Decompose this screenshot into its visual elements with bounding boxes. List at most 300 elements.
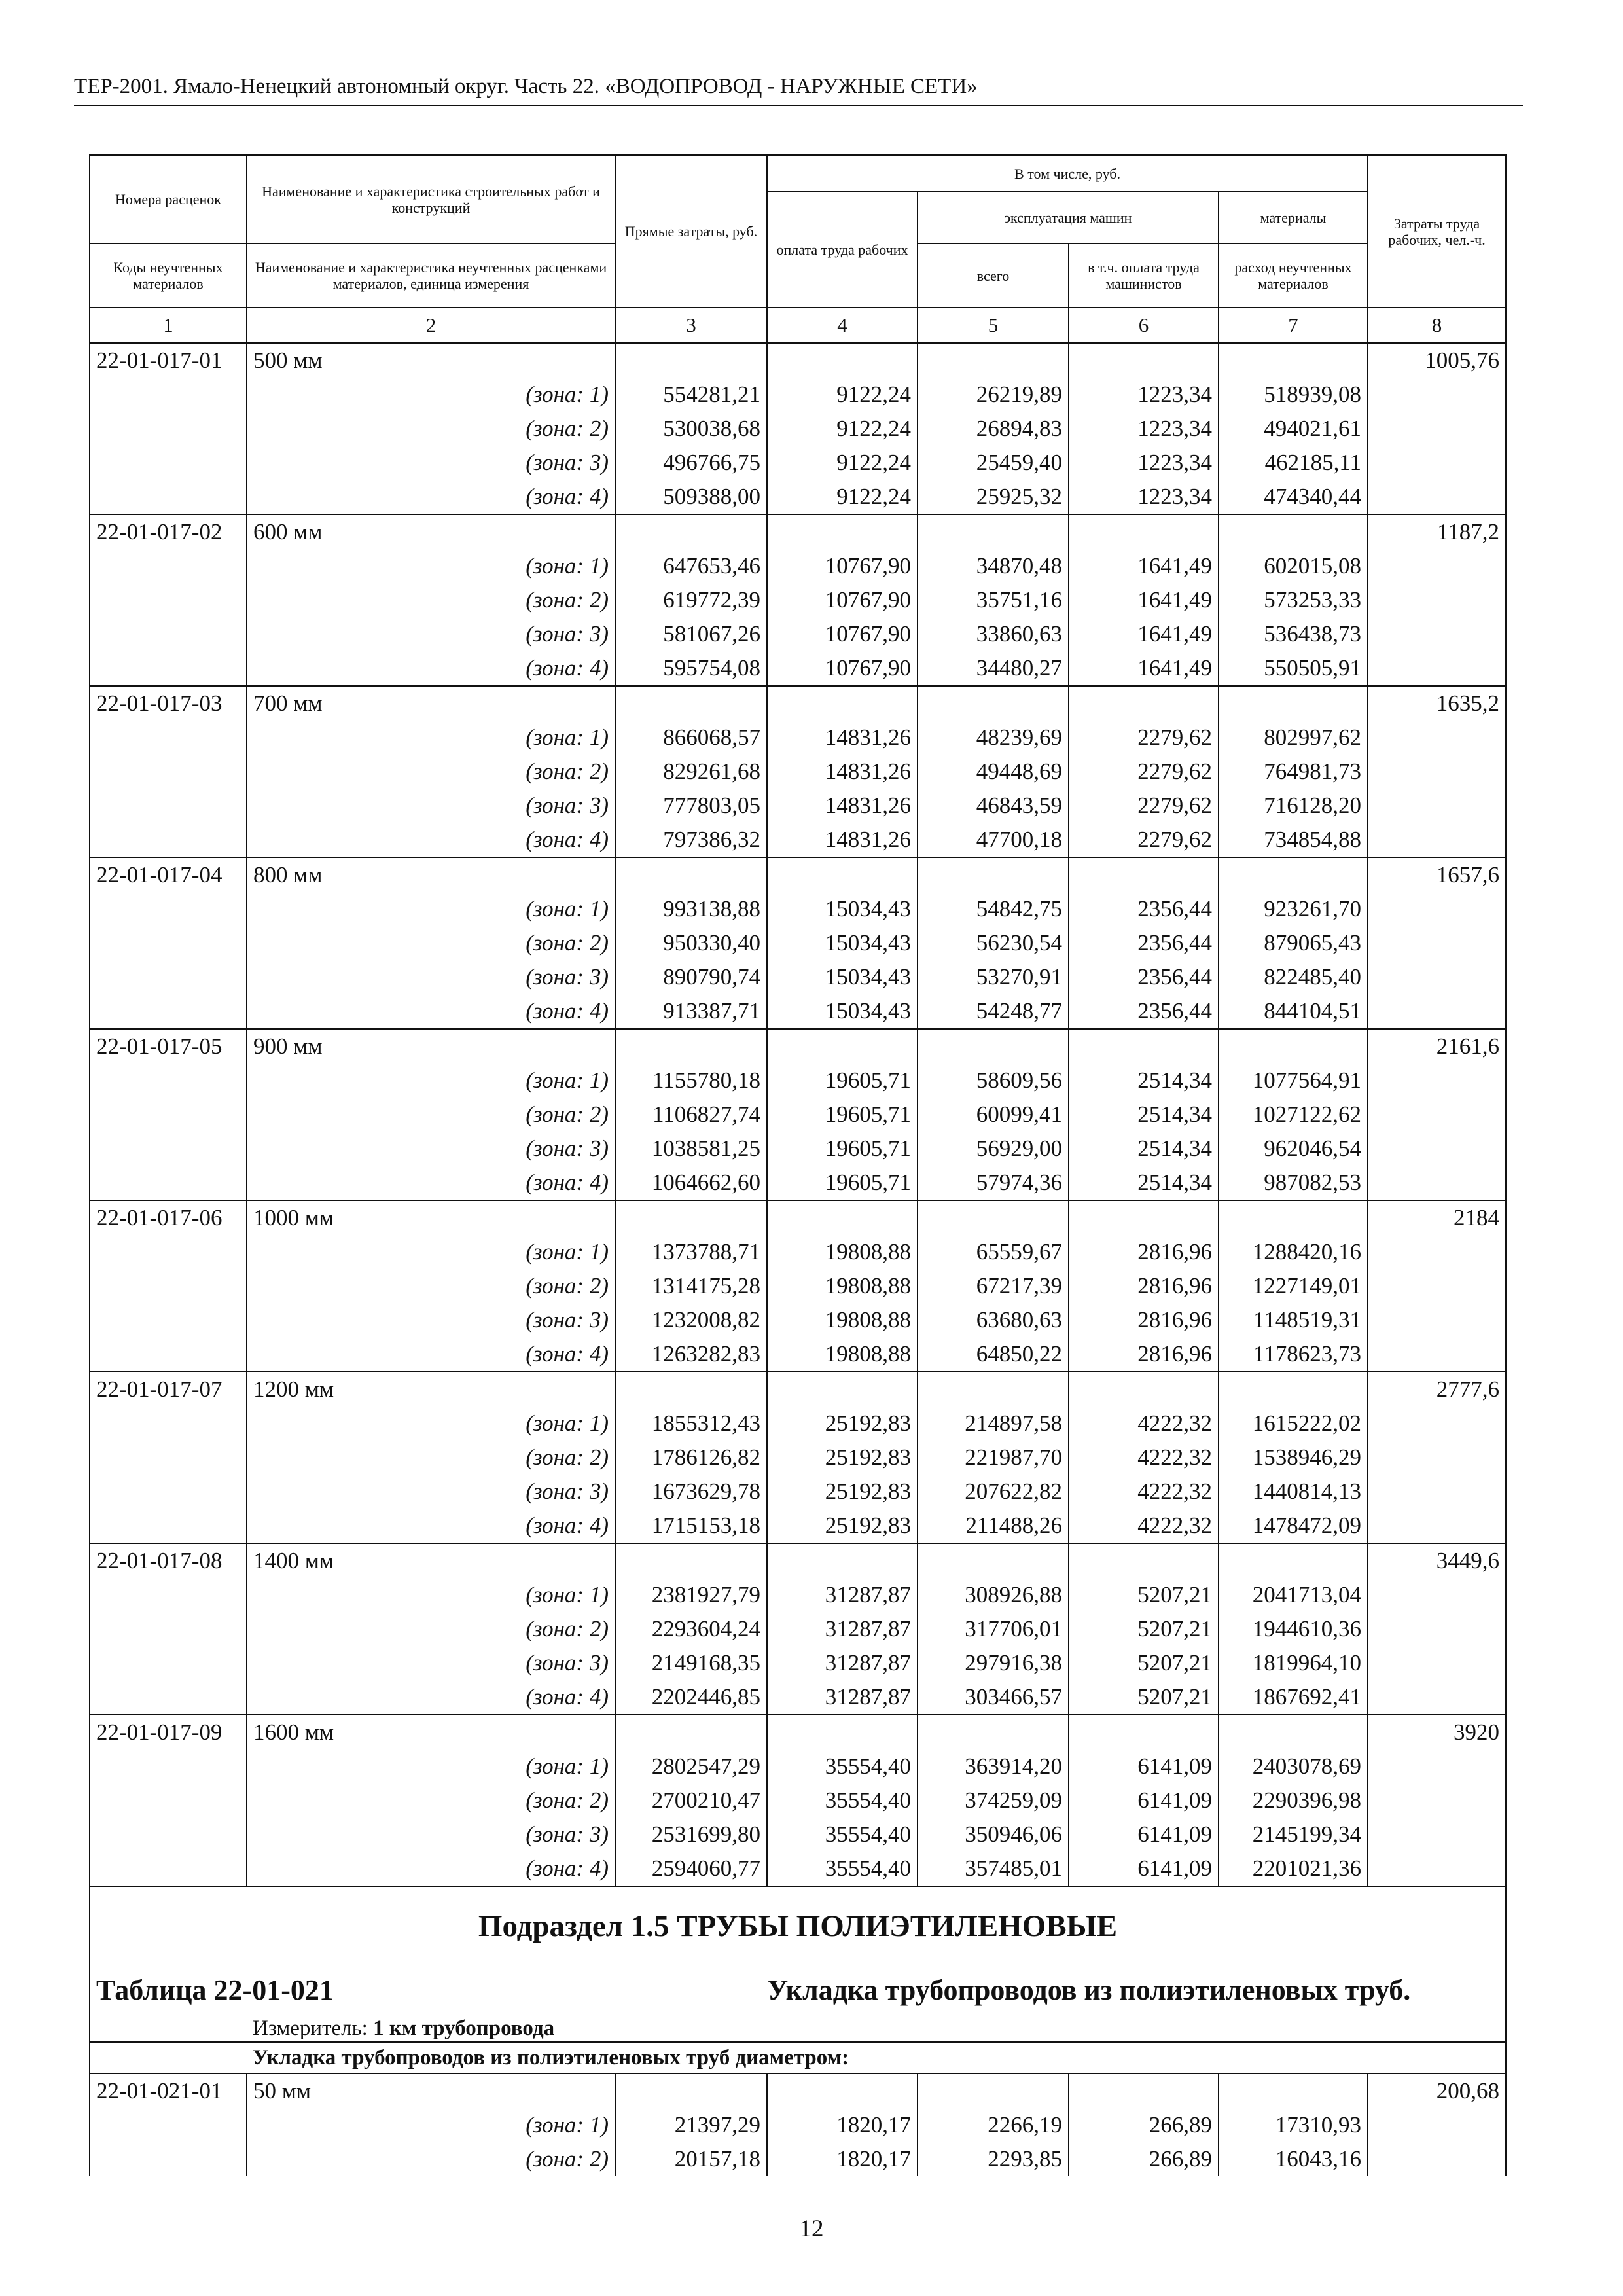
empty-cell <box>1368 926 1506 960</box>
empty-cell <box>1368 1166 1506 1200</box>
work-name: 800 мм <box>247 857 615 892</box>
value-materials: 550505,91 <box>1219 651 1368 686</box>
value-machines: 303466,57 <box>918 1680 1069 1715</box>
labor-hours: 2777,6 <box>1368 1372 1506 1407</box>
value-wages: 10767,90 <box>767 549 918 583</box>
zone-row <box>90 1578 1506 1612</box>
value-wages: 9122,24 <box>767 446 918 480</box>
value-direct: 797386,32 <box>615 823 767 857</box>
value-materials: 879065,43 <box>1219 926 1368 960</box>
group-header-row <box>90 1715 1506 1749</box>
rate-code: 22-01-017-03 <box>90 686 247 721</box>
rate-code: 22-01-017-06 <box>90 1200 247 1235</box>
value-machines: 56230,54 <box>918 926 1069 960</box>
empty-cell <box>615 857 767 892</box>
empty-cell <box>90 2142 247 2176</box>
value-wages: 35554,40 <box>767 1852 918 1886</box>
value-machinists: 1641,49 <box>1069 583 1219 617</box>
value-wages: 35554,40 <box>767 1784 918 1818</box>
value-machinists: 2356,44 <box>1069 892 1219 926</box>
empty-cell <box>918 1200 1069 1235</box>
zone-label: (зона: 4) <box>247 1166 615 1200</box>
value-wages: 14831,26 <box>767 789 918 823</box>
value-machinists: 4222,32 <box>1069 1441 1219 1475</box>
empty-cell <box>90 1098 247 1132</box>
empty-cell <box>1368 1098 1506 1132</box>
value-materials: 1538946,29 <box>1219 1441 1368 1475</box>
empty-cell <box>1368 378 1506 412</box>
empty-cell <box>1368 1578 1506 1612</box>
value-machines: 211488,26 <box>918 1509 1069 1543</box>
group-header-row <box>90 343 1506 378</box>
value-materials: 716128,20 <box>1219 789 1368 823</box>
rate-code: 22-01-017-05 <box>90 1029 247 1064</box>
empty-cell <box>1069 686 1219 721</box>
value-machinists: 2514,34 <box>1069 1064 1219 1098</box>
zone-row <box>90 1132 1506 1166</box>
empty-cell <box>1368 1475 1506 1509</box>
empty-cell <box>1219 1543 1368 1578</box>
value-direct: 890790,74 <box>615 960 767 994</box>
empty-cell <box>90 2042 247 2073</box>
value-machinists: 1223,34 <box>1069 446 1219 480</box>
value-direct: 1038581,25 <box>615 1132 767 1166</box>
column-number: 5 <box>918 308 1069 343</box>
value-wages: 14831,26 <box>767 755 918 789</box>
empty-cell <box>767 686 918 721</box>
value-wages: 35554,40 <box>767 1818 918 1852</box>
zone-label: (зона: 2) <box>247 412 615 446</box>
group-header-row <box>90 514 1506 549</box>
value-machines: 374259,09 <box>918 1784 1069 1818</box>
empty-cell <box>1368 994 1506 1029</box>
value-materials: 2403078,69 <box>1219 1749 1368 1784</box>
zone-row <box>90 1337 1506 1372</box>
zone-label: (зона: 3) <box>247 617 615 651</box>
value-machines: 34870,48 <box>918 549 1069 583</box>
rate-code: 22-01-017-09 <box>90 1715 247 1749</box>
empty-cell <box>1219 1715 1368 1749</box>
value-materials: 1944610,36 <box>1219 1612 1368 1646</box>
value-wages: 25192,83 <box>767 1475 918 1509</box>
empty-cell <box>90 1818 247 1852</box>
labor-hours: 2184 <box>1368 1200 1506 1235</box>
labor-hours: 1635,2 <box>1368 686 1506 721</box>
value-machinists: 5207,21 <box>1069 1680 1219 1715</box>
zone-row <box>90 549 1506 583</box>
empty-cell <box>767 2073 918 2108</box>
empty-cell <box>90 2108 247 2142</box>
zone-label: (зона: 2) <box>247 1441 615 1475</box>
empty-cell <box>767 1029 918 1064</box>
empty-cell <box>1069 343 1219 378</box>
empty-cell <box>615 686 767 721</box>
empty-cell <box>1368 1269 1506 1303</box>
value-machines: 35751,16 <box>918 583 1069 617</box>
value-materials: 2290396,98 <box>1219 1784 1368 1818</box>
empty-cell <box>90 1441 247 1475</box>
value-machines: 54248,77 <box>918 994 1069 1029</box>
rate-code: 22-01-017-08 <box>90 1543 247 1578</box>
empty-cell <box>1368 1064 1506 1098</box>
empty-cell <box>918 1029 1069 1064</box>
zone-label: (зона: 4) <box>247 823 615 857</box>
empty-cell <box>90 1578 247 1612</box>
value-wages: 19808,88 <box>767 1269 918 1303</box>
empty-cell <box>1069 1715 1219 1749</box>
value-machines: 67217,39 <box>918 1269 1069 1303</box>
value-machines: 33860,63 <box>918 617 1069 651</box>
col3-header: Прямые затраты, руб. <box>615 155 767 308</box>
zone-row <box>90 823 1506 857</box>
value-direct: 866068,57 <box>615 721 767 755</box>
value-machines: 350946,06 <box>918 1818 1069 1852</box>
value-wages: 25192,83 <box>767 1407 918 1441</box>
value-wages: 14831,26 <box>767 721 918 755</box>
table-label: Таблица 22-01-021 <box>90 1965 767 2015</box>
empty-cell <box>767 514 918 549</box>
work-name: 700 мм <box>247 686 615 721</box>
empty-cell <box>1368 1749 1506 1784</box>
value-machines: 221987,70 <box>918 1441 1069 1475</box>
value-wages: 10767,90 <box>767 617 918 651</box>
value-machinists: 2816,96 <box>1069 1303 1219 1337</box>
value-direct: 647653,46 <box>615 549 767 583</box>
running-header: ТЕР-2001. Ямало-Ненецкий автономный округ. Часть 22. «ВОДОПРОВОД - НАРУЖНЫЕ СЕТИ» <box>74 75 978 98</box>
empty-cell <box>1368 721 1506 755</box>
value-machines: 2293,85 <box>918 2142 1069 2176</box>
group-header-row <box>90 1200 1506 1235</box>
empty-cell <box>90 480 247 514</box>
value-wages: 15034,43 <box>767 892 918 926</box>
value-machinists: 2514,34 <box>1069 1098 1219 1132</box>
header-row-1 <box>90 155 1506 192</box>
value-wages: 1820,17 <box>767 2142 918 2176</box>
value-machines: 207622,82 <box>918 1475 1069 1509</box>
value-direct: 2700210,47 <box>615 1784 767 1818</box>
empty-cell <box>918 1372 1069 1407</box>
value-direct: 21397,29 <box>615 2108 767 2142</box>
empty-cell <box>90 823 247 857</box>
work-name: 900 мм <box>247 1029 615 1064</box>
value-direct: 554281,21 <box>615 378 767 412</box>
value-direct: 1373788,71 <box>615 1235 767 1269</box>
empty-cell <box>90 1303 247 1337</box>
value-machinists: 6141,09 <box>1069 1818 1219 1852</box>
empty-cell <box>90 721 247 755</box>
empty-cell <box>90 1475 247 1509</box>
empty-cell <box>767 857 918 892</box>
zone-row <box>90 651 1506 686</box>
value-wages: 10767,90 <box>767 583 918 617</box>
empty-cell <box>615 1715 767 1749</box>
subsection-title-row <box>90 1886 1506 1965</box>
zone-label: (зона: 4) <box>247 1852 615 1886</box>
value-machinists: 4222,32 <box>1069 1407 1219 1441</box>
empty-cell <box>615 1200 767 1235</box>
zone-label: (зона: 1) <box>247 1578 615 1612</box>
zone-label: (зона: 2) <box>247 2142 615 2176</box>
value-machines: 25925,32 <box>918 480 1069 514</box>
value-machines: 363914,20 <box>918 1749 1069 1784</box>
zone-label: (зона: 4) <box>247 651 615 686</box>
empty-cell <box>1219 1200 1368 1235</box>
empty-cell <box>1368 2108 1506 2142</box>
value-materials: 474340,44 <box>1219 480 1368 514</box>
group-header-row <box>90 857 1506 892</box>
col8-header: Затраты труда рабочих, чел.-ч. <box>1368 155 1506 308</box>
value-materials: 822485,40 <box>1219 960 1368 994</box>
value-materials: 844104,51 <box>1219 994 1368 1029</box>
zone-row <box>90 1612 1506 1646</box>
empty-cell <box>90 1852 247 1886</box>
zone-label: (зона: 2) <box>247 1269 615 1303</box>
empty-cell <box>90 2015 247 2042</box>
value-machinists: 2356,44 <box>1069 926 1219 960</box>
zone-label: (зона: 1) <box>247 549 615 583</box>
zone-label: (зона: 3) <box>247 446 615 480</box>
empty-cell <box>90 1132 247 1166</box>
col1-top-header: Номера расценок <box>90 155 247 243</box>
value-materials: 573253,33 <box>1219 583 1368 617</box>
empty-cell <box>918 343 1069 378</box>
work-name: 1000 мм <box>247 1200 615 1235</box>
empty-cell <box>918 1543 1069 1578</box>
zone-row <box>90 378 1506 412</box>
empty-cell <box>918 514 1069 549</box>
value-materials: 802997,62 <box>1219 721 1368 755</box>
value-machinists: 266,89 <box>1069 2108 1219 2142</box>
value-materials: 518939,08 <box>1219 378 1368 412</box>
zone-label: (зона: 1) <box>247 1749 615 1784</box>
empty-cell <box>615 343 767 378</box>
meter-line <box>247 2015 1506 2042</box>
value-machines: 63680,63 <box>918 1303 1069 1337</box>
empty-cell <box>1069 1200 1219 1235</box>
value-machines: 65559,67 <box>918 1235 1069 1269</box>
zone-label: (зона: 1) <box>247 1064 615 1098</box>
zone-label: (зона: 2) <box>247 1784 615 1818</box>
empty-cell <box>1219 2073 1368 2108</box>
empty-cell <box>1368 823 1506 857</box>
value-machinists: 2279,62 <box>1069 789 1219 823</box>
empty-cell <box>1368 1646 1506 1680</box>
value-wages: 31287,87 <box>767 1578 918 1612</box>
group-header-row <box>90 1372 1506 1407</box>
empty-cell <box>918 857 1069 892</box>
zone-row <box>90 1235 1506 1269</box>
empty-cell <box>90 755 247 789</box>
group-header-row <box>90 2073 1506 2108</box>
zone-label: (зона: 3) <box>247 789 615 823</box>
value-materials: 536438,73 <box>1219 617 1368 651</box>
empty-cell <box>1368 789 1506 823</box>
empty-cell <box>90 1509 247 1543</box>
value-machines: 48239,69 <box>918 721 1069 755</box>
empty-cell <box>1069 1372 1219 1407</box>
col2-bottom-header: Наименование и характеристика неучтенных расценками материалов, единица измерения <box>247 243 615 308</box>
column-number: 1 <box>90 308 247 343</box>
zone-row <box>90 721 1506 755</box>
zone-row <box>90 1680 1506 1715</box>
empty-cell <box>90 1612 247 1646</box>
zone-label: (зона: 1) <box>247 378 615 412</box>
empty-cell <box>1368 1784 1506 1818</box>
value-materials: 494021,61 <box>1219 412 1368 446</box>
zone-row <box>90 1303 1506 1337</box>
value-machines: 57974,36 <box>918 1166 1069 1200</box>
value-machinists: 2279,62 <box>1069 823 1219 857</box>
value-machinists: 2816,96 <box>1069 1337 1219 1372</box>
zone-row <box>90 1509 1506 1543</box>
empty-cell <box>90 960 247 994</box>
zone-label: (зона: 3) <box>247 1475 615 1509</box>
zone-row <box>90 1166 1506 1200</box>
zone-label: (зона: 4) <box>247 1509 615 1543</box>
empty-cell <box>1368 960 1506 994</box>
zone-row <box>90 960 1506 994</box>
zone-label: (зона: 4) <box>247 1680 615 1715</box>
rates-table <box>89 154 1507 2176</box>
empty-cell <box>90 1337 247 1372</box>
value-wages: 19808,88 <box>767 1337 918 1372</box>
empty-cell <box>1368 583 1506 617</box>
empty-cell <box>90 446 247 480</box>
labor-hours: 1005,76 <box>1368 343 1506 378</box>
empty-cell <box>1368 412 1506 446</box>
value-machines: 56929,00 <box>918 1132 1069 1166</box>
value-machines: 54842,75 <box>918 892 1069 926</box>
meter-label: Измеритель: <box>253 2017 368 2040</box>
value-machines: 58609,56 <box>918 1064 1069 1098</box>
value-materials: 1227149,01 <box>1219 1269 1368 1303</box>
value-wages: 31287,87 <box>767 1646 918 1680</box>
value-direct: 1106827,74 <box>615 1098 767 1132</box>
empty-cell <box>1368 617 1506 651</box>
value-wages: 15034,43 <box>767 994 918 1029</box>
value-machinists: 1223,34 <box>1069 378 1219 412</box>
meter-row <box>90 2015 1506 2042</box>
value-materials: 2201021,36 <box>1219 1852 1368 1886</box>
value-materials: 962046,54 <box>1219 1132 1368 1166</box>
empty-cell <box>1219 1372 1368 1407</box>
value-machines: 214897,58 <box>918 1407 1069 1441</box>
empty-cell <box>90 651 247 686</box>
column-number: 6 <box>1069 308 1219 343</box>
value-wages: 14831,26 <box>767 823 918 857</box>
zone-label: (зона: 2) <box>247 926 615 960</box>
zone-label: (зона: 1) <box>247 892 615 926</box>
value-machinists: 2514,34 <box>1069 1166 1219 1200</box>
value-direct: 2802547,29 <box>615 1749 767 1784</box>
zone-label: (зона: 4) <box>247 480 615 514</box>
zone-label: (зона: 1) <box>247 2108 615 2142</box>
zone-row <box>90 1818 1506 1852</box>
empty-cell <box>615 1372 767 1407</box>
value-direct: 1232008,82 <box>615 1303 767 1337</box>
value-machinists: 6141,09 <box>1069 1784 1219 1818</box>
column-number: 3 <box>615 308 767 343</box>
value-materials: 1178623,73 <box>1219 1337 1368 1372</box>
empty-cell <box>1368 1612 1506 1646</box>
value-machines: 297916,38 <box>918 1646 1069 1680</box>
value-direct: 777803,05 <box>615 789 767 823</box>
empty-cell <box>90 789 247 823</box>
empty-cell <box>90 1166 247 1200</box>
empty-cell <box>1368 480 1506 514</box>
value-machines: 46843,59 <box>918 789 1069 823</box>
table-title: Укладка трубопроводов из полиэтиленовых труб. <box>767 1965 1506 2015</box>
value-materials: 1478472,09 <box>1219 1509 1368 1543</box>
value-machinists: 2514,34 <box>1069 1132 1219 1166</box>
value-machines: 34480,27 <box>918 651 1069 686</box>
value-machinists: 6141,09 <box>1069 1852 1219 1886</box>
value-wages: 19808,88 <box>767 1303 918 1337</box>
col2-top-header: Наименование и характеристика строительных работ и конструкций <box>247 155 615 243</box>
labor-hours: 3449,6 <box>1368 1543 1506 1578</box>
value-direct: 2293604,24 <box>615 1612 767 1646</box>
value-wages: 19605,71 <box>767 1166 918 1200</box>
value-machinists: 4222,32 <box>1069 1509 1219 1543</box>
value-wages: 15034,43 <box>767 926 918 960</box>
zone-label: (зона: 2) <box>247 1612 615 1646</box>
rate-code: 22-01-017-02 <box>90 514 247 549</box>
zone-row <box>90 1098 1506 1132</box>
zone-label: (зона: 3) <box>247 960 615 994</box>
empty-cell <box>1368 1407 1506 1441</box>
value-machines: 317706,01 <box>918 1612 1069 1646</box>
empty-cell <box>918 686 1069 721</box>
zone-row <box>90 446 1506 480</box>
empty-cell <box>1368 2142 1506 2176</box>
value-materials: 1027122,62 <box>1219 1098 1368 1132</box>
empty-cell <box>1069 1029 1219 1064</box>
value-direct: 509388,00 <box>615 480 767 514</box>
value-direct: 1855312,43 <box>615 1407 767 1441</box>
empty-cell <box>1368 1303 1506 1337</box>
value-machinists: 2356,44 <box>1069 960 1219 994</box>
column-number: 4 <box>767 308 918 343</box>
labor-hours: 1187,2 <box>1368 514 1506 549</box>
value-materials: 1867692,41 <box>1219 1680 1368 1715</box>
empty-cell <box>615 1543 767 1578</box>
value-machines: 49448,69 <box>918 755 1069 789</box>
empty-cell <box>1219 686 1368 721</box>
empty-cell <box>90 1235 247 1269</box>
zone-row <box>90 1852 1506 1886</box>
zone-label: (зона: 1) <box>247 721 615 755</box>
zone-row <box>90 1064 1506 1098</box>
value-direct: 1786126,82 <box>615 1441 767 1475</box>
empty-cell <box>1368 1337 1506 1372</box>
value-materials: 923261,70 <box>1219 892 1368 926</box>
value-materials: 1819964,10 <box>1219 1646 1368 1680</box>
rate-code: 22-01-017-04 <box>90 857 247 892</box>
empty-cell <box>1219 1029 1368 1064</box>
empty-cell <box>918 2073 1069 2108</box>
value-wages: 10767,90 <box>767 651 918 686</box>
value-direct: 2202446,85 <box>615 1680 767 1715</box>
value-wages: 15034,43 <box>767 960 918 994</box>
value-wages: 19605,71 <box>767 1098 918 1132</box>
rate-code: 22-01-017-07 <box>90 1372 247 1407</box>
empty-cell <box>1368 892 1506 926</box>
value-wages: 9122,24 <box>767 412 918 446</box>
empty-cell <box>1368 1680 1506 1715</box>
zone-row <box>90 1646 1506 1680</box>
empty-cell <box>1069 2073 1219 2108</box>
zone-label: (зона: 4) <box>247 994 615 1029</box>
